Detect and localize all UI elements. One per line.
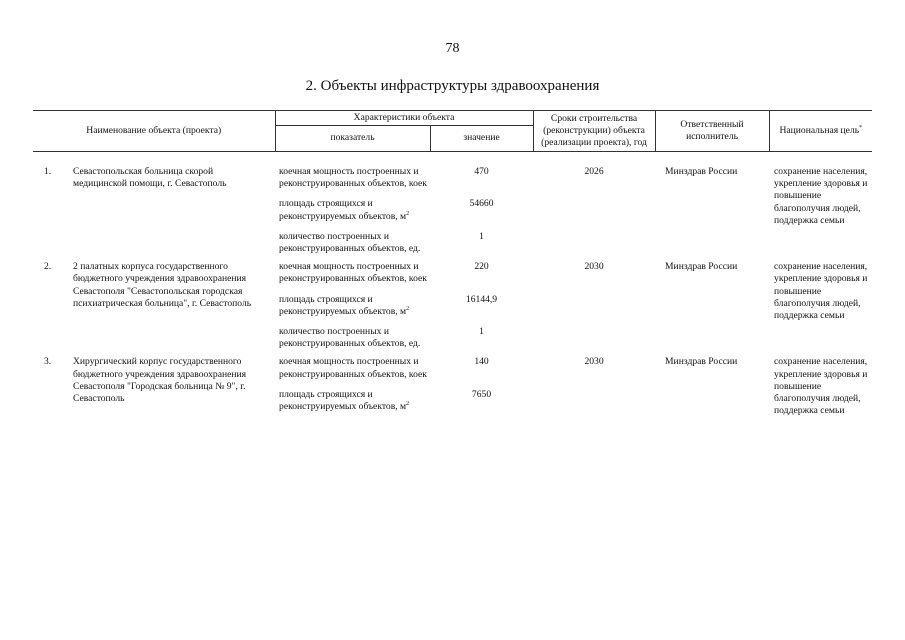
page-title: 2. Объекты инфраструктуры здравоохранения [305,78,600,94]
header-indicator: показатель [275,126,430,152]
header-national-goal-label: Национальная цель [779,124,860,136]
unit-superscript: 2 [406,210,410,217]
indicator-text: количество построенных и реконструированных объектов, ед. [279,326,421,350]
indicator-value: 16144,9 [465,293,498,305]
deadline-year: 2030 [584,356,604,368]
indicator-value: 1 [479,230,484,242]
indicator-text: коечная мощность построенных и реконструированных объектов, коек [279,166,427,190]
responsible-executor: Минздрав России [665,356,738,368]
indicator-text: площадь строящихся и реконструируемых объектов, м [279,293,407,317]
deadline-year: 2026 [584,166,604,177]
table-row [33,166,872,198]
page-number: 78 [445,41,460,56]
unit-superscript: 2 [406,305,410,312]
row-number: 2. [44,261,52,273]
indicator-label [275,261,430,293]
table-row [33,261,872,293]
indicator-label [275,356,430,388]
indicator-value: 7650 [471,388,492,400]
indicator-label [275,231,430,261]
indicator-value: 220 [474,261,489,273]
object-name: 2 палатных корпуса государственного бюджетного учреждения здравоохранения Севастополя "Севастопольская городская психиатрическая больница", г. Севастополь [73,261,252,309]
deadline-year: 2030 [584,261,604,273]
indicator-label [275,389,430,419]
indicator-text: площадь строящихся и реконструируемых объектов, м [279,388,407,413]
footnote-mark: * [859,124,863,131]
indicator-text: коечная мощность построенных и реконструированных объектов, коек [279,261,427,285]
header-value: значение [430,126,533,152]
indicator-text: количество построенных и реконструированных объектов, ед. [279,230,421,255]
indicator-label [275,326,430,356]
header-spacer [33,152,872,167]
header-object-name: Наименование объекта (проекта) [33,111,275,152]
indicator-text: коечная мощность построенных и реконструированных объектов, коек [279,356,427,380]
indicator-label [275,294,430,326]
indicator-label [275,166,430,198]
indicator-label [275,198,430,230]
unit-superscript: 2 [406,400,410,407]
table-row [33,356,872,388]
indicator-value: 54660 [469,198,494,210]
indicator-value: 470 [474,166,489,177]
indicator-value: 1 [479,326,484,338]
object-name: Севастопольская больница скорой медицинской помощи, г. Севастополь [73,166,227,190]
national-goal: сохранение населения, укрепление здоровья и повышение благополучия людей, поддержка семьи [774,166,868,226]
responsible-executor: Минздрав России [665,166,738,177]
row-number: 1. [44,166,52,177]
national-goal: сохранение населения, укрепление здоровья и повышение благополучия людей, поддержка семьи [774,261,868,322]
header-executor: Ответственный исполнитель [655,111,769,152]
responsible-executor: Минздрав России [665,261,738,273]
row-number: 3. [44,356,52,368]
infrastructure-table [33,110,872,419]
object-name: Хирургический корпус государственного бюджетного учреждения здравоохранения Севастополя "Городская больница № 9", г. Севастополь [73,356,247,405]
header-characteristics: Характеристики объекта [275,111,533,126]
header-national-goal [769,111,872,152]
national-goal: сохранение населения, укрепление здоровья и повышение благополучия людей, поддержка семьи [774,356,868,417]
indicator-value: 140 [474,356,489,368]
indicator-text: площадь строящихся и реконструируемых объектов, м [279,198,407,222]
header-deadline: Сроки строительства (реконструкции) объекта (реализации проекта), год [533,111,655,152]
